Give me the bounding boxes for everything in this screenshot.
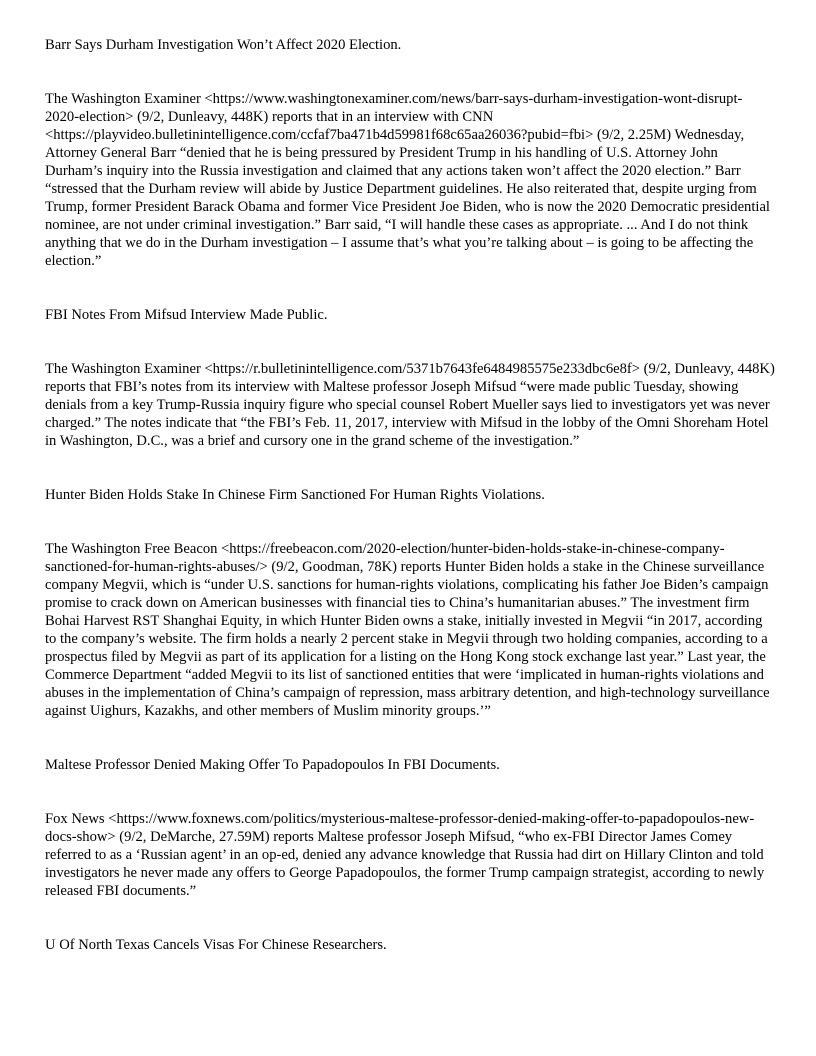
article-headline-maltese-professor: Maltese Professor Denied Making Offer To Papadopoulos In FBI Documents.	[45, 757, 500, 773]
article-headline-north-texas: U Of North Texas Cancels Visas For Chinese Researchers.	[45, 937, 387, 953]
document-page	[45, 36, 775, 990]
article-headline-mifsud-notes: FBI Notes From Mifsud Interview Made Public.	[45, 307, 328, 323]
article-headline-durham: Barr Says Durham Investigation Won’t Affect 2020 Election.	[45, 37, 402, 53]
article-body-hunter-biden: The Washington Free Beacon <https://freebeacon.com/2020-election/hunter-biden-holds-stake-in-chinese-company-sanctioned-for-human-rights-abuses/> (9/2, Goodman, 78K) reports Hunter Biden holds a stake in the Chinese surveillance company Megvii, which is “under U.S. sanctions for human-rights violations, complicating his father Joe Biden’s campaign promise to crack down on American businesses with financial ties to China’s humanitarian abuses.” The investment firm Bohai Harvest RST Shanghai Equity, in which Hunter Biden owns a stake, initially invested in Megvii “in 2017, according to the company’s website. The firm holds a nearly 2 percent stake in Megvii through two holding companies, according to a prospectus filed by Megvii as part of its application for a listing on the Hong Kong stock exchange last year.” Last year, the Commerce Department “added Megvii to its list of sanctioned entities that were ‘implicated in human-rights violations and abuses in the implementation of China’s campaign of repression, mass arbitrary detention, and high-technology surveillance against Uighurs, Kazakhs, and other members of Muslim minority groups.’”	[45, 541, 770, 719]
article-headline-hunter-biden: Hunter Biden Holds Stake In Chinese Firm Sanctioned For Human Rights Violations.	[45, 487, 545, 503]
article-body-mifsud-notes: The Washington Examiner <https://r.bulletinintelligence.com/5371b7643fe6484985575e233dbc6e8f> (9/2, Dunleavy, 448K) reports that FBI’s notes from its interview with Maltese professor Joseph Mifsud “were made public Tuesday, showing denials from a key Trump-Russia inquiry figure who special counsel Robert Mueller says lied to investigators yet was never charged.” The notes indicate that “the FBI’s Feb. 11, 2017, interview with Mifsud in the lobby of the Omni Shoreham Hotel in Washington, D.C., was a brief and cursory one in the grand scheme of the investigation.”	[45, 361, 775, 449]
article-body-durham: The Washington Examiner <https://www.washingtonexaminer.com/news/barr-says-durham-investigation-wont-disrupt-2020-election> (9/2, Dunleavy, 448K) reports that in an interview with CNN <https://playvideo.bulletinintelligence.com/ccfaf7ba471b4d59981f68c65aa26036?pubid=fbi> (9/2, 2.25M) Wednesday, Attorney General Barr “denied that he is being pressured by President Trump in his handling of U.S. Attorney John Durham’s inquiry into the Russia investigation and claimed that any actions taken won’t affect the 2020 election.” Barr “stressed that the Durham review will abide by Justice Department guidelines. He also reiterated that, despite urging from Trump, former President Barack Obama and former Vice President Joe Biden, who is now the 2020 Democratic presidential nominee, are not under criminal investigation.” Barr said, “I will handle these cases as appropriate. ... And I do not think anything that we do in the Durham investigation – I assume that’s what you’re talking about – is going to be affecting the election.”	[45, 91, 770, 269]
article-body-maltese-professor: Fox News <https://www.foxnews.com/politics/mysterious-maltese-professor-denied-making-offer-to-papadopoulos-new-docs-show> (9/2, DeMarche, 27.59M) reports Maltese professor Joseph Mifsud, “who ex-FBI Director James Comey referred to as a ‘Russian agent’ in an op-ed, denied any advance knowledge that Russia had dirt on Hillary Clinton and told investigators he never made any offers to George Papadopoulos, the former Trump campaign strategist, according to newly released FBI documents.”	[45, 811, 765, 899]
